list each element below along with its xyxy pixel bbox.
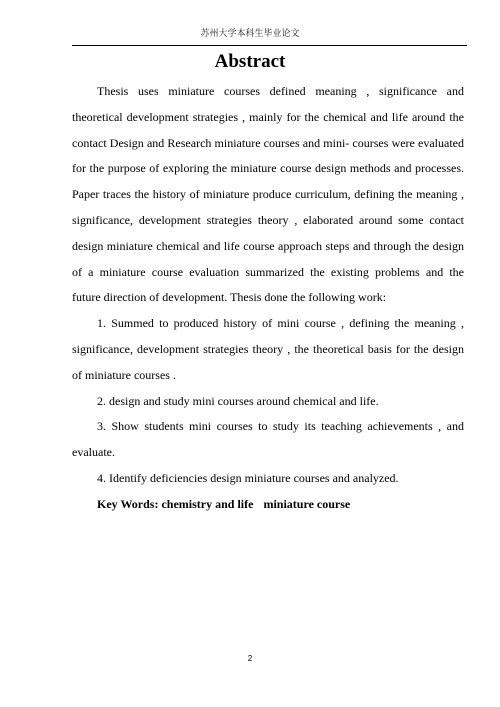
- page-number: 2: [247, 654, 253, 663]
- keywords-label: Key Words:: [97, 496, 159, 511]
- keyword-term: chemistry and life: [161, 496, 254, 511]
- abstract-paragraph: Thesis uses miniature courses defined meaning , significance and theoretical development strategies , mainly for the chemical and life around the contact Design and Research miniature courses and mini- courses were evaluated for the purpose of exploring the miniature course design methods and processes. Paper traces the history of miniature produce curriculum, defining the meaning , significance, development strategies theory , elaborated around some contact design miniature chemical and life course approach steps and through the design of a miniature course evaluation summarized the existing problems and the future direction of development. Thesis done the following work:: [72, 84, 464, 305]
- work-item-1: 1. Summed to produced history of mini course , defining the meaning , significance, development strategies theory , the theoretical basis for the design of miniature courses .: [72, 316, 464, 382]
- header-divider: [72, 45, 467, 46]
- work-item-3: 3. Show students mini courses to study its teaching achievements , and evaluate.: [72, 419, 464, 460]
- keywords-line: [72, 492, 464, 518]
- work-item-4: 4. Identify deficiencies design miniature courses and analyzed.: [97, 470, 399, 485]
- running-header: 苏州大学本科生毕业论文: [200, 29, 300, 39]
- keyword-term: miniature course: [263, 496, 351, 511]
- abstract-body: [72, 79, 464, 518]
- work-item-2: 2. design and study mini courses around chemical and life.: [97, 393, 379, 408]
- page-title: Abstract: [214, 51, 286, 72]
